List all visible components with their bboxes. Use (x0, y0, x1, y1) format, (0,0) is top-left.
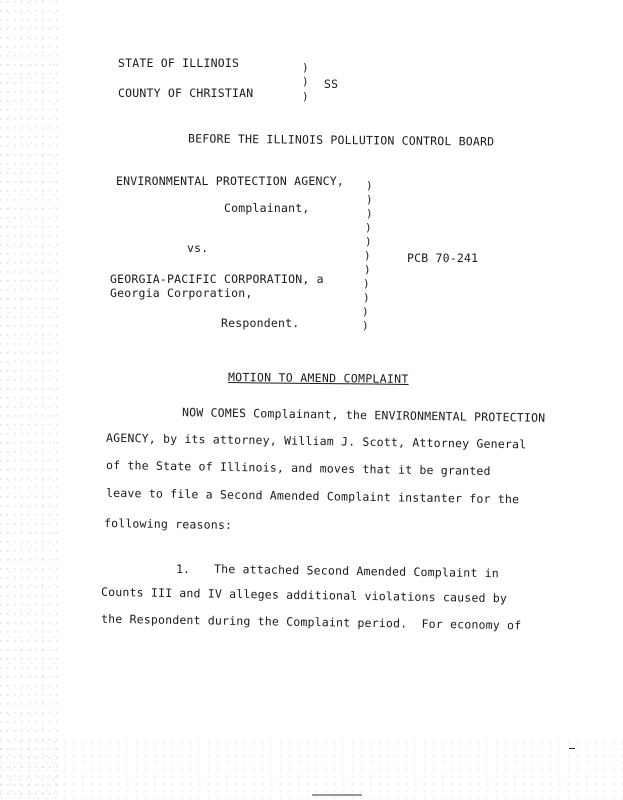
para1-line: leave to file a Second Amended Complaint instanter for the (105, 485, 520, 507)
bracket: ) (364, 249, 371, 262)
respondent-line-2: Georgia Corporation, (110, 286, 253, 300)
respondent-line-1: GEORGIA-PACIFIC CORPORATION, a (110, 272, 324, 286)
bracket: ) (365, 221, 372, 234)
para2-line: Counts III and IV alleges additional violations caused by (100, 584, 508, 606)
respondent-role: Respondent. (221, 316, 300, 330)
bracket: ) (302, 90, 309, 103)
bracket: ) (302, 75, 309, 88)
vs-label: vs. (187, 241, 209, 255)
motion-title: MOTION TO AMEND COMPLAINT (227, 370, 409, 386)
bracket: ) (364, 263, 371, 276)
scan-noise-bottom (0, 740, 623, 800)
board-heading: BEFORE THE ILLINOIS POLLUTION CONTROL BOARD (187, 131, 495, 149)
para2-line: The attached Second Amended Complaint in (213, 561, 500, 581)
bracket: ) (362, 305, 369, 318)
bracket: ) (366, 179, 373, 192)
bracket: ) (363, 291, 370, 304)
bracket: ) (366, 207, 373, 220)
scan-noise-left (0, 0, 60, 800)
para1-line: following reasons: (103, 515, 233, 533)
complainant-name: ENVIRONMENTAL PROTECTION AGENCY, (116, 174, 344, 188)
scan-mark (569, 748, 575, 749)
scan-mark (312, 794, 362, 796)
county-line: COUNTY OF CHRISTIAN (118, 86, 254, 100)
para1-line: NOW COMES Complainant, the ENVIRONMENTAL PROTECTION (181, 405, 546, 425)
item-number: 1. (175, 561, 191, 577)
para1-line: of the State of Illinois, and moves that it be granted (105, 457, 491, 479)
state-line: STATE OF ILLINOIS (118, 56, 240, 70)
para1-line: AGENCY, by its attorney, William J. Scott, Attorney General (105, 430, 527, 452)
ss-mark: SS (324, 77, 339, 91)
para2-line: the Respondent during the Complaint period. For economy of (100, 611, 522, 633)
complainant-role: Complainant, (224, 201, 310, 215)
bracket: ) (362, 319, 369, 332)
bracket: ) (366, 193, 373, 206)
case-number: PCB 70-241 (407, 251, 479, 265)
bracket: ) (365, 235, 372, 248)
bracket: ) (363, 277, 370, 290)
bracket: ) (302, 61, 309, 74)
